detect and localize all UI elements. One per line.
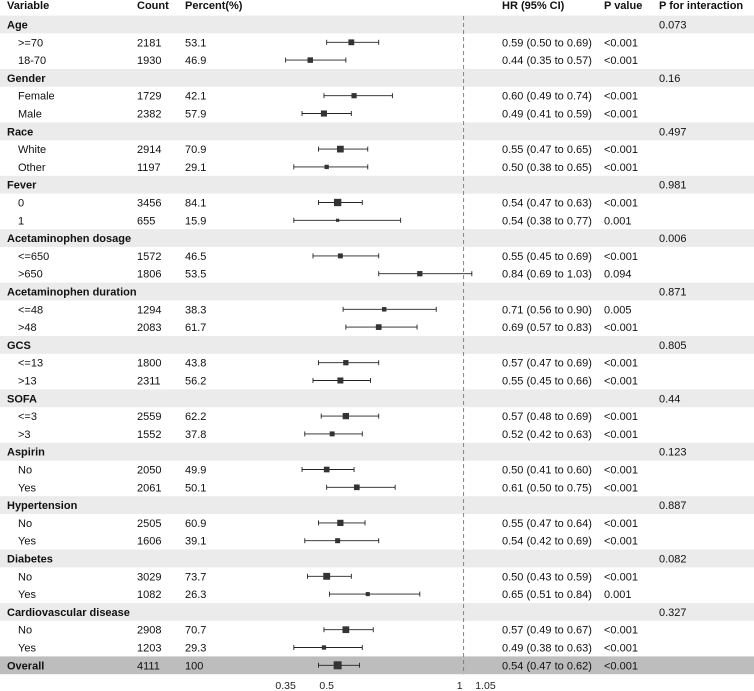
header-count: Count: [137, 0, 169, 12]
count-value: 2914: [137, 144, 162, 157]
p-interaction-value: 0.073: [659, 19, 687, 32]
percent-value: 70.9: [185, 144, 207, 157]
hr-ci-value: 0.55 (0.45 to 0.66): [502, 375, 592, 388]
hr-point: [382, 307, 386, 311]
p-value: <0.001: [604, 322, 638, 335]
count-value: 1806: [137, 268, 162, 281]
percent-value: 42.1: [185, 90, 207, 103]
p-value: <0.001: [604, 642, 638, 655]
count-value: 1800: [137, 357, 162, 370]
count-value: 2908: [137, 624, 162, 637]
subgroup-label: <=3: [18, 411, 37, 424]
hr-ci-value: 0.57 (0.49 to 0.67): [502, 624, 592, 637]
subgroup-label: <=48: [18, 304, 44, 317]
subgroup-label: <=650: [18, 250, 50, 263]
percent-value: 46.5: [185, 250, 207, 263]
hr-point: [337, 378, 343, 384]
hr-ci-value: 0.49 (0.41 to 0.59): [502, 108, 592, 121]
p-interaction-value: 0.497: [659, 126, 687, 139]
subgroup-label: Yes: [18, 482, 36, 495]
count-value: 4111: [137, 660, 160, 673]
percent-value: 49.9: [185, 464, 207, 477]
percent-value: 50.1: [185, 482, 207, 495]
subgroup-label: >=70: [18, 37, 44, 50]
hr-point: [342, 626, 349, 633]
count-value: 1729: [137, 90, 162, 103]
hr-ci-value: 0.50 (0.38 to 0.65): [502, 161, 592, 174]
p-interaction-value: 0.16: [659, 72, 681, 85]
hr-point: [351, 93, 356, 98]
p-interaction-value: 0.082: [659, 553, 687, 566]
hr-ci-value: 0.54 (0.47 to 0.63): [502, 197, 592, 210]
p-value: <0.001: [604, 55, 638, 68]
hr-ci-value: 0.55 (0.45 to 0.69): [502, 250, 592, 263]
percent-value: 73.7: [185, 571, 207, 584]
hr-point: [338, 253, 343, 258]
percent-value: 26.3: [185, 589, 207, 602]
p-value: <0.001: [604, 660, 638, 673]
count-value: 2061: [137, 482, 162, 495]
hr-point: [337, 520, 343, 526]
hr-point: [322, 645, 326, 649]
hr-point: [336, 219, 339, 222]
percent-value: 56.2: [185, 375, 207, 388]
subgroup-label: Other: [18, 161, 46, 174]
percent-value: 39.1: [185, 535, 207, 548]
subgroup-label: >650: [18, 268, 43, 281]
count-value: 2050: [137, 464, 162, 477]
p-value: <0.001: [604, 161, 638, 174]
percent-value: 37.8: [185, 428, 207, 441]
subgroup-label: Yes: [18, 642, 36, 655]
hr-point: [366, 592, 370, 596]
percent-value: 60.9: [185, 517, 207, 530]
p-interaction-value: 0.006: [659, 233, 687, 246]
subgroup-label: Female: [18, 90, 55, 103]
subgroup-label: 18-70: [18, 55, 47, 68]
hr-point: [323, 573, 330, 580]
percent-value: 84.1: [185, 197, 207, 210]
p-value: <0.001: [604, 197, 638, 210]
group-band: [0, 336, 754, 354]
group-label: Diabetes: [7, 553, 53, 566]
p-value: <0.001: [604, 357, 638, 370]
p-interaction-value: 0.327: [659, 606, 687, 619]
subgroup-label: 1: [18, 215, 25, 228]
group-band: [0, 122, 754, 140]
group-label: GCS: [7, 339, 31, 352]
count-value: 1082: [137, 589, 162, 602]
subgroup-label: No: [18, 464, 33, 477]
p-value: <0.001: [604, 411, 638, 424]
x-tick-label: 1: [456, 680, 463, 691]
p-value: <0.001: [604, 144, 638, 157]
count-value: 2559: [137, 411, 162, 424]
subgroup-label: White: [18, 144, 47, 157]
hr-point: [321, 110, 327, 116]
header-hr: HR (95% CI): [502, 0, 565, 12]
group-band: [0, 389, 754, 407]
hr-point: [334, 199, 341, 206]
p-interaction-value: 0.44: [659, 393, 681, 406]
p-value: <0.001: [604, 375, 638, 388]
subgroup-label: Male: [18, 108, 42, 121]
count-value: 2311: [137, 375, 161, 388]
hr-ci-value: 0.54 (0.38 to 0.77): [502, 215, 592, 228]
overall-band: [0, 656, 754, 674]
hr-ci-value: 0.84 (0.69 to 1.03): [502, 268, 592, 281]
p-value: 0.001: [604, 215, 632, 228]
hr-ci-value: 0.49 (0.38 to 0.63): [502, 642, 592, 655]
header-percent: Percent(%): [185, 0, 243, 12]
header-variable: Variable: [7, 0, 50, 12]
count-value: 1552: [137, 428, 162, 441]
p-value: <0.001: [604, 517, 638, 530]
hr-ci-value: 0.44 (0.35 to 0.57): [502, 55, 592, 68]
group-label: SOFA: [7, 393, 37, 406]
count-value: 655: [137, 215, 156, 228]
hr-ci-value: 0.52 (0.42 to 0.63): [502, 428, 592, 441]
p-value: 0.001: [604, 589, 632, 602]
subgroup-label: >48: [18, 322, 37, 335]
hr-ci-value: 0.55 (0.47 to 0.65): [502, 144, 592, 157]
hr-ci-value: 0.55 (0.47 to 0.64): [502, 517, 592, 530]
percent-value: 61.7: [185, 322, 207, 335]
group-label: Acetaminophen dosage: [7, 233, 132, 246]
count-value: 1203: [137, 642, 162, 655]
count-value: 1930: [137, 55, 162, 68]
hr-point: [343, 413, 349, 419]
hr-point: [334, 661, 342, 669]
p-interaction-value: 0.981: [659, 179, 687, 192]
column-header: [7, 0, 743, 12]
count-value: 1294: [137, 304, 162, 317]
hr-ci-value: 0.71 (0.56 to 0.90): [502, 304, 592, 317]
x-axis-ticks: [275, 680, 496, 691]
count-value: 2505: [137, 517, 162, 530]
percent-value: 100: [185, 660, 204, 673]
percent-value: 29.1: [185, 161, 207, 174]
percent-value: 62.2: [185, 411, 207, 424]
count-value: 2382: [137, 108, 162, 121]
hr-point: [324, 467, 330, 473]
group-label: Cardiovascular disease: [7, 606, 130, 619]
group-band: [0, 69, 754, 87]
hr-ci-value: 0.57 (0.48 to 0.69): [502, 411, 592, 424]
percent-value: 29.3: [185, 642, 207, 655]
hr-point: [354, 484, 360, 490]
group-label: Acetaminophen duration: [7, 286, 137, 299]
p-value: <0.001: [604, 90, 638, 103]
p-value: <0.001: [604, 464, 638, 477]
x-tick-label: 0.35: [275, 680, 296, 691]
subgroup-label: >3: [18, 428, 31, 441]
p-value: <0.001: [604, 571, 638, 584]
count-value: 3456: [137, 197, 162, 210]
group-label: Fever: [7, 179, 37, 192]
hr-ci-value: 0.61 (0.50 to 0.75): [502, 482, 592, 495]
group-label: Age: [7, 19, 28, 32]
hr-ci-value: 0.50 (0.43 to 0.59): [502, 571, 592, 584]
hr-ci-value: 0.59 (0.50 to 0.69): [502, 37, 592, 50]
count-value: 2083: [137, 322, 162, 335]
hr-ci-value: 0.50 (0.41 to 0.60): [502, 464, 592, 477]
subgroup-label: No: [18, 571, 33, 584]
subgroup-label: No: [18, 517, 33, 530]
group-label: Race: [7, 126, 34, 139]
header-p-interaction: P for interaction: [659, 0, 744, 12]
group-band: [0, 550, 754, 568]
group-band: [0, 496, 754, 514]
hr-point: [308, 57, 313, 62]
p-value: 0.094: [604, 268, 632, 281]
count-value: 1197: [137, 161, 161, 174]
hr-ci-value: 0.60 (0.49 to 0.74): [502, 90, 592, 103]
x-tick-label: 1.05: [475, 680, 496, 691]
subgroup-label: 0: [18, 197, 25, 210]
p-interaction-value: 0.805: [659, 339, 687, 352]
p-value: <0.001: [604, 535, 638, 548]
x-tick-label: 0.5: [319, 680, 334, 691]
p-value: <0.001: [604, 428, 638, 441]
p-value: <0.001: [604, 108, 638, 121]
subgroup-label: No: [18, 624, 33, 637]
percent-value: 53.5: [185, 268, 207, 281]
p-value: <0.001: [604, 250, 638, 263]
percent-value: 53.1: [185, 37, 207, 50]
count-value: 3029: [137, 571, 162, 584]
subgroup-label: Yes: [18, 535, 36, 548]
p-value: 0.005: [604, 304, 632, 317]
group-band: [0, 16, 754, 34]
hr-ci-value: 0.57 (0.47 to 0.69): [502, 357, 592, 370]
header-p-value: P value: [604, 0, 643, 12]
hr-point: [376, 324, 382, 330]
hr-point: [337, 146, 344, 153]
hr-ci-value: 0.54 (0.47 to 0.62): [502, 660, 592, 673]
count-value: 1572: [137, 250, 162, 263]
group-label: Hypertension: [7, 500, 78, 513]
p-value: <0.001: [604, 482, 638, 495]
hr-point: [417, 271, 422, 276]
percent-value: 43.8: [185, 357, 207, 370]
percent-value: 70.7: [185, 624, 207, 637]
subgroup-label: <=13: [18, 357, 44, 370]
subgroup-label: Yes: [18, 589, 36, 602]
count-value: 2181: [137, 37, 162, 50]
group-label: Aspirin: [7, 446, 45, 459]
hr-point: [343, 360, 348, 365]
percent-value: 46.9: [185, 55, 207, 68]
p-interaction-value: 0.887: [659, 500, 687, 513]
count-value: 1606: [137, 535, 162, 548]
p-value: <0.001: [604, 37, 638, 50]
group-label: Gender: [7, 72, 46, 85]
group-band: [0, 443, 754, 461]
subgroup-label: >13: [18, 375, 37, 388]
hr-point: [335, 538, 340, 543]
hr-ci-value: 0.69 (0.57 to 0.83): [502, 322, 592, 335]
p-interaction-value: 0.871: [659, 286, 687, 299]
hr-point: [330, 431, 335, 436]
p-interaction-value: 0.123: [659, 446, 687, 459]
percent-value: 57.9: [185, 108, 207, 121]
overall-label: Overall: [7, 660, 45, 673]
hr-ci-value: 0.54 (0.42 to 0.69): [502, 535, 592, 548]
percent-value: 15.9: [185, 215, 207, 228]
percent-value: 38.3: [185, 304, 207, 317]
hr-point: [325, 165, 329, 169]
hr-ci-value: 0.65 (0.51 to 0.84): [502, 589, 592, 602]
hr-point: [348, 39, 354, 45]
row-bands: [0, 16, 754, 675]
p-value: <0.001: [604, 624, 638, 637]
group-band: [0, 176, 754, 194]
